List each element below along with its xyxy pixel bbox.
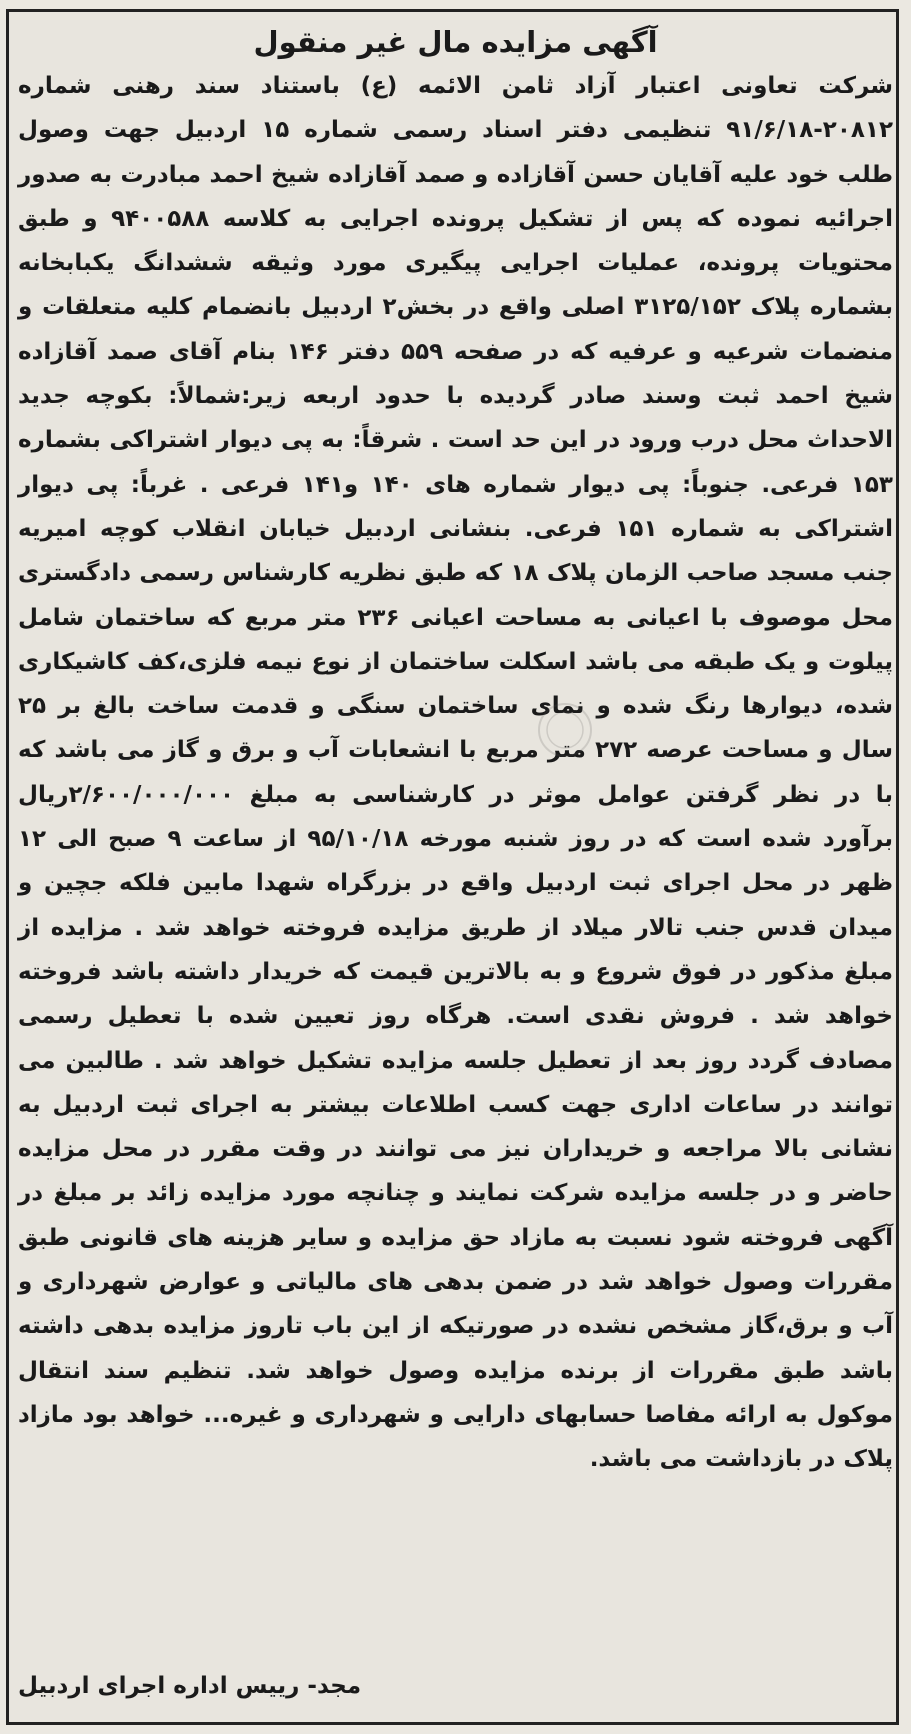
notice-body: شرکت تعاونی اعتبار آزاد ثامن الائمه (ع) باستناد سند رهنی شماره ۲۰۸۱۲-۹۱/۶/۱۸ تنظیمی دفتر اسناد رسمی شماره ۱۵ اردبیل جهت وصول طلب خود علیه آقایان حسن آقازاده و صمد آقازاده شیخ احمد مبادرت به صدور اجرائیه نموده که پس از تشکیل پرونده اجرایی به کلاسه ۹۴۰۰۵۸۸ و طبق محتویات پرونده، عملیات اجرایی پیگیری مورد وثیقه ششدانگ یکبابخانه بشماره پلاک ۳۱۲۵/۱۵۲ اصلی واقع در بخش۲ اردبیل بانضمام کلیه متعلقات و منضمات شرعیه و عرفیه که در صفحه ۵۵۹ دفتر ۱۴۶ بنام آقای صمد آقازاده شیخ احمد ثبت وسند صادر گردیده با حدود اربعه زیر:شمالاً: بکوچه جدید الاحداث محل درب ورود در این حد است . شرقاً: به پی دیوار اشتراکی بشماره ۱۵۳ فرعی. جنوباً: پی دیوار شماره های ۱۴۰ و۱۴۱ فرعی . غرباً: پی دیوار اشتراکی به شماره ۱۵۱ فرعی. بنشانی اردبیل خیابان انقلاب کوچه امیریه جنب مسجد صاحب الزمان پلاک ۱۸ که طبق نظریه کارشناس رسمی دادگستری محل موصوف با اعیانی به مساحت اعیانی ۲۳۶ متر مربع که ساختمان شامل پیلوت و یک طبقه می باشد اسکلت ساختمان از نوع نیمه فلزی،کف کاشیکاری شده، دیوارها رنگ شده و نمای ساختمان سنگی و قدمت ساخت بالغ بر ۲۵ سال و مساحت عرصه ۲۷۲ متر مربع با انشعابات آب و برق و گاز می باشد که با در نظر گرفتن عوامل موثر در کارشناسی به مبلغ ۲/۶۰۰/۰۰۰/۰۰۰ریال برآورد شده است که در روز شنبه مورخه ۹۵/۱۰/۱۸ از ساعت ۹ صبح الی ۱۲ ظهر در محل اجرای ثبت اردبیل واقع در بزرگراه شهدا مابین فلکه جچین و میدان قدس جنب تالار میلاد از طریق مزایده فروخته خواهد شد . مزایده از مبلغ مذکور در فوق شروع و به بالاترین قیمت که خریدار داشته باشد فروخته خواهد شد . فروش نقدی است. هرگاه روز تعیین شده با تعطیل رسمی مصادف گردد روز بعد از تعطیل جلسه مزایده تشکیل خواهد شد . طالبین می توانند در ساعات اداری جهت کسب اطلاعات بیشتر به اجرای ثبت اردبیل به نشانی بالا مراجعه و خریداران نیز می توانند در وقت مقرر در محل مزایده حاضر و در جلسه مزایده شرکت نمایند و چنانچه مورد مزایده زائد بر مبلغ در آگهی فروخته شود نسبت به مازاد حق مزایده و سایر هزینه های قانونی طبق مقررات وصول خواهد شد در ضمن بدهی های مالیاتی و عوارض شهرداری و آب و برق،گاز مشخص نشده در صورتیکه از این باب تاروز مزایده بدهی داشته باشد طبق مقررات از برنده مزایده وصول خواهد شد. تنظیم سند انتقال موکول به ارائه مفاصا حسابهای دارایی و شهرداری و غیره... خواهد بود مازاد پلاک در بازداشت می باشد. xyxy=(18,73,893,1473)
auction-notice xyxy=(18,22,893,1482)
notice-signature: مجد- رییس اداره اجرای اردبیل xyxy=(18,1673,362,1699)
notice-title: آگهی مزایده مال غیر منقول xyxy=(253,25,658,59)
